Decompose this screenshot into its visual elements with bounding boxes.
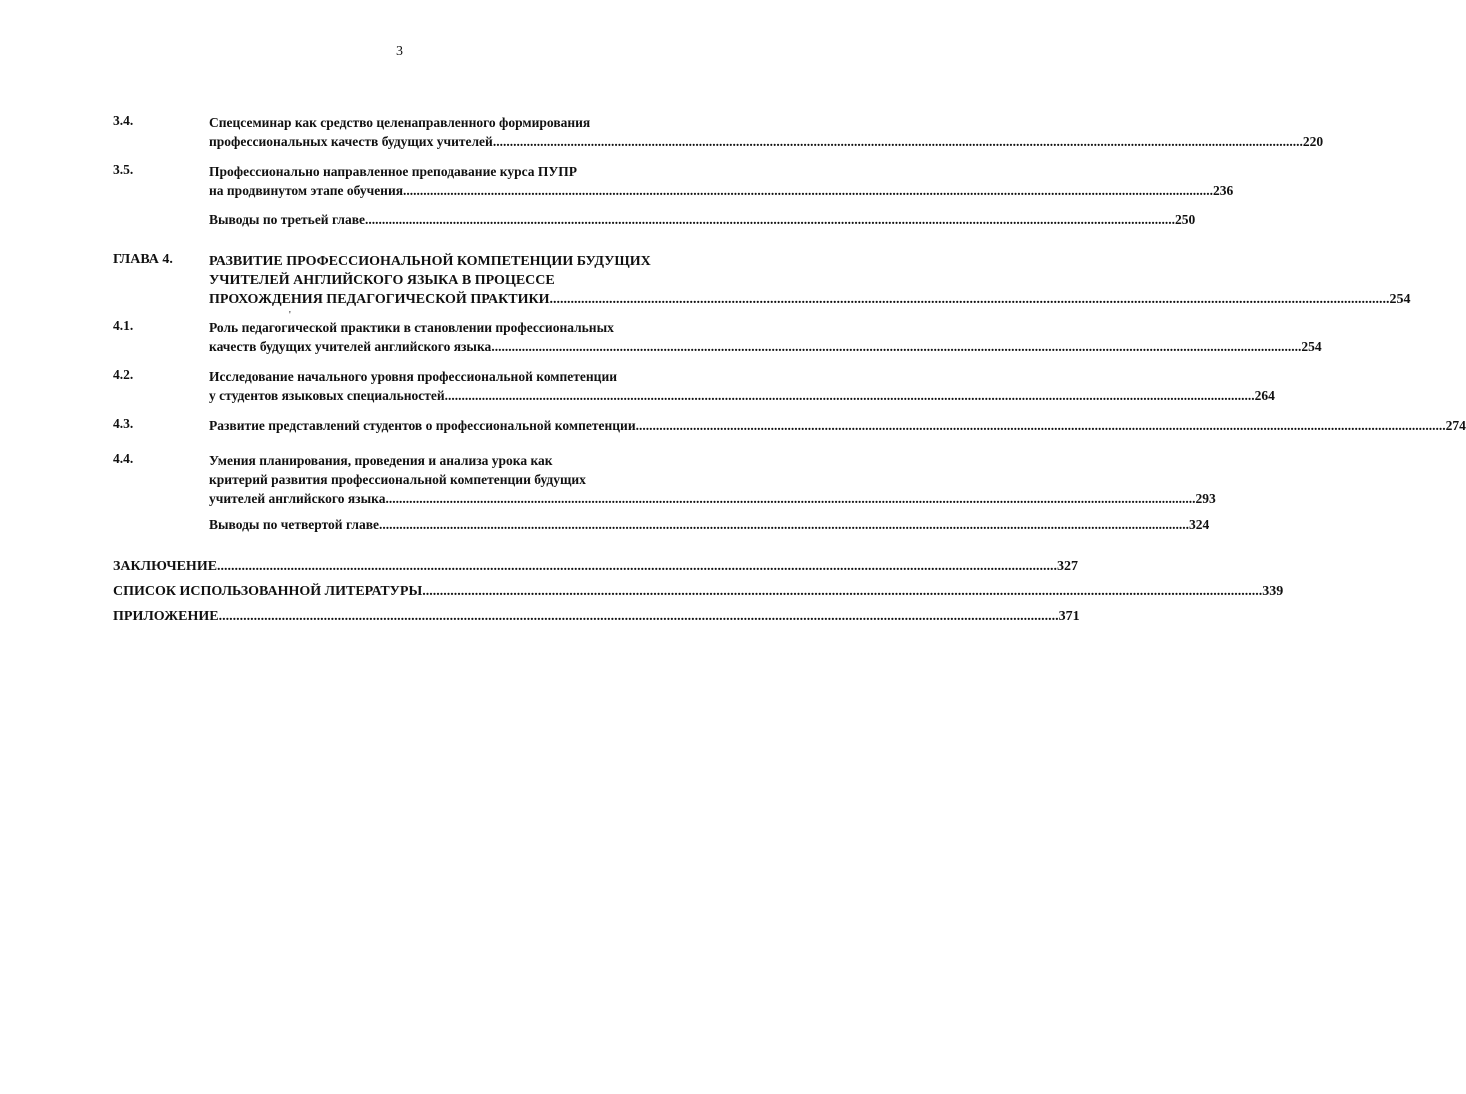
entry-page: 293 xyxy=(1195,491,1216,506)
entry-title-end: Выводы по четвертой главе xyxy=(209,517,380,532)
leader-dots: ................................................................................................................................................................................................................................................ xyxy=(218,609,1059,624)
entry-page: 236 xyxy=(1213,183,1234,198)
entry-title-end: у студентов языковых специальностей xyxy=(209,388,445,403)
entry-number: 3.4. xyxy=(113,113,134,128)
leader-dots: ................................................................................................................................................................................................................................................ xyxy=(444,388,1255,403)
entry-number: 3.5. xyxy=(113,162,134,177)
leader-dots: ................................................................................................................................................................................................................................................ xyxy=(491,339,1302,354)
entry-number: 4.1. xyxy=(113,318,134,333)
entry-title-end: ПРОХОЖДЕНИЯ ПЕДАГОГИЧЕСКОЙ ПРАКТИКИ xyxy=(209,292,550,307)
toc-section-references xyxy=(113,582,1284,601)
entry-line: Исследование начального уровня профессиональной компетенции xyxy=(209,369,618,384)
entry-title-end: качеств будущих учителей английского языка xyxy=(209,339,492,354)
leader-dots: ................................................................................................................................................................................................................................................ xyxy=(403,183,1214,198)
leader-dots: ................................................................................................................................................................................................................................................ xyxy=(635,418,1446,433)
section-page: 371 xyxy=(1058,609,1080,624)
entry-page: 254 xyxy=(1301,339,1322,354)
entry-title-end: профессиональных качеств будущих учителей xyxy=(209,134,493,149)
entry-line: РАЗВИТИЕ ПРОФЕССИОНАЛЬНОЙ КОМПЕТЕНЦИИ БУДУЩИХ xyxy=(209,254,651,269)
entry-page: 324 xyxy=(1189,517,1210,532)
section-title: ЗАКЛЮЧЕНИЕ xyxy=(113,559,218,574)
entry-page: 254 xyxy=(1389,292,1411,307)
chapter-number: ГЛАВА 4. xyxy=(113,252,173,267)
entry-page: 250 xyxy=(1175,212,1196,227)
entry-line: Спецсеминар как средство целенаправленного формирования xyxy=(209,115,591,130)
section-page: 339 xyxy=(1262,584,1284,599)
leader-dots: ................................................................................................................................................................................................................................................ xyxy=(492,134,1303,149)
entry-line: Умения планирования, проведения и анализа урока как xyxy=(209,453,553,468)
leader-dots: ................................................................................................................................................................................................................................................ xyxy=(217,559,1058,574)
leader-dots: ................................................................................................................................................................................................................................................ xyxy=(385,491,1196,506)
entry-page: 264 xyxy=(1254,388,1275,403)
leader-dots: ................................................................................................................................................................................................................................................ xyxy=(549,292,1390,307)
entry-title-end: Выводы по третьей главе xyxy=(209,212,366,227)
toc-section-appendix xyxy=(113,607,1080,626)
leader-dots: ................................................................................................................................................................................................................................................ xyxy=(379,517,1190,532)
stray-mark: ' xyxy=(289,310,291,321)
leader-dots: ................................................................................................................................................................................................................................................ xyxy=(422,584,1263,599)
entry-number: 4.4. xyxy=(113,451,134,466)
entry-page: 220 xyxy=(1302,134,1324,149)
section-title: ПРИЛОЖЕНИЕ xyxy=(113,609,219,624)
leader-dots: ................................................................................................................................................................................................................................................ xyxy=(365,212,1176,227)
entry-line: Роль педагогической практики в становлении профессиональных xyxy=(209,320,614,335)
section-page: 327 xyxy=(1057,559,1079,574)
entry-title-end: на продвинутом этапе обучения xyxy=(209,183,404,198)
entry-number: 4.3. xyxy=(113,416,134,431)
entry-title-end: учителей английского языка xyxy=(209,491,386,506)
section-title: СПИСОК ИСПОЛЬЗОВАННОЙ ЛИТЕРАТУРЫ xyxy=(113,584,423,599)
entry-line: УЧИТЕЛЕЙ АНГЛИЙСКОГО ЯЗЫКА В ПРОЦЕССЕ xyxy=(209,273,555,288)
entry-title-end: Развитие представлений студентов о профессиональной компетенции xyxy=(209,418,636,433)
page-number: 3 xyxy=(396,44,403,59)
entry-line: критерий развития профессиональной компетенции будущих xyxy=(209,472,586,487)
entry-number: 4.2. xyxy=(113,367,134,382)
entry-line: Профессионально направленное преподавание курса ПУПР xyxy=(209,164,578,179)
entry-page: 274 xyxy=(1445,418,1466,433)
toc-section-conclusion xyxy=(113,557,1079,576)
